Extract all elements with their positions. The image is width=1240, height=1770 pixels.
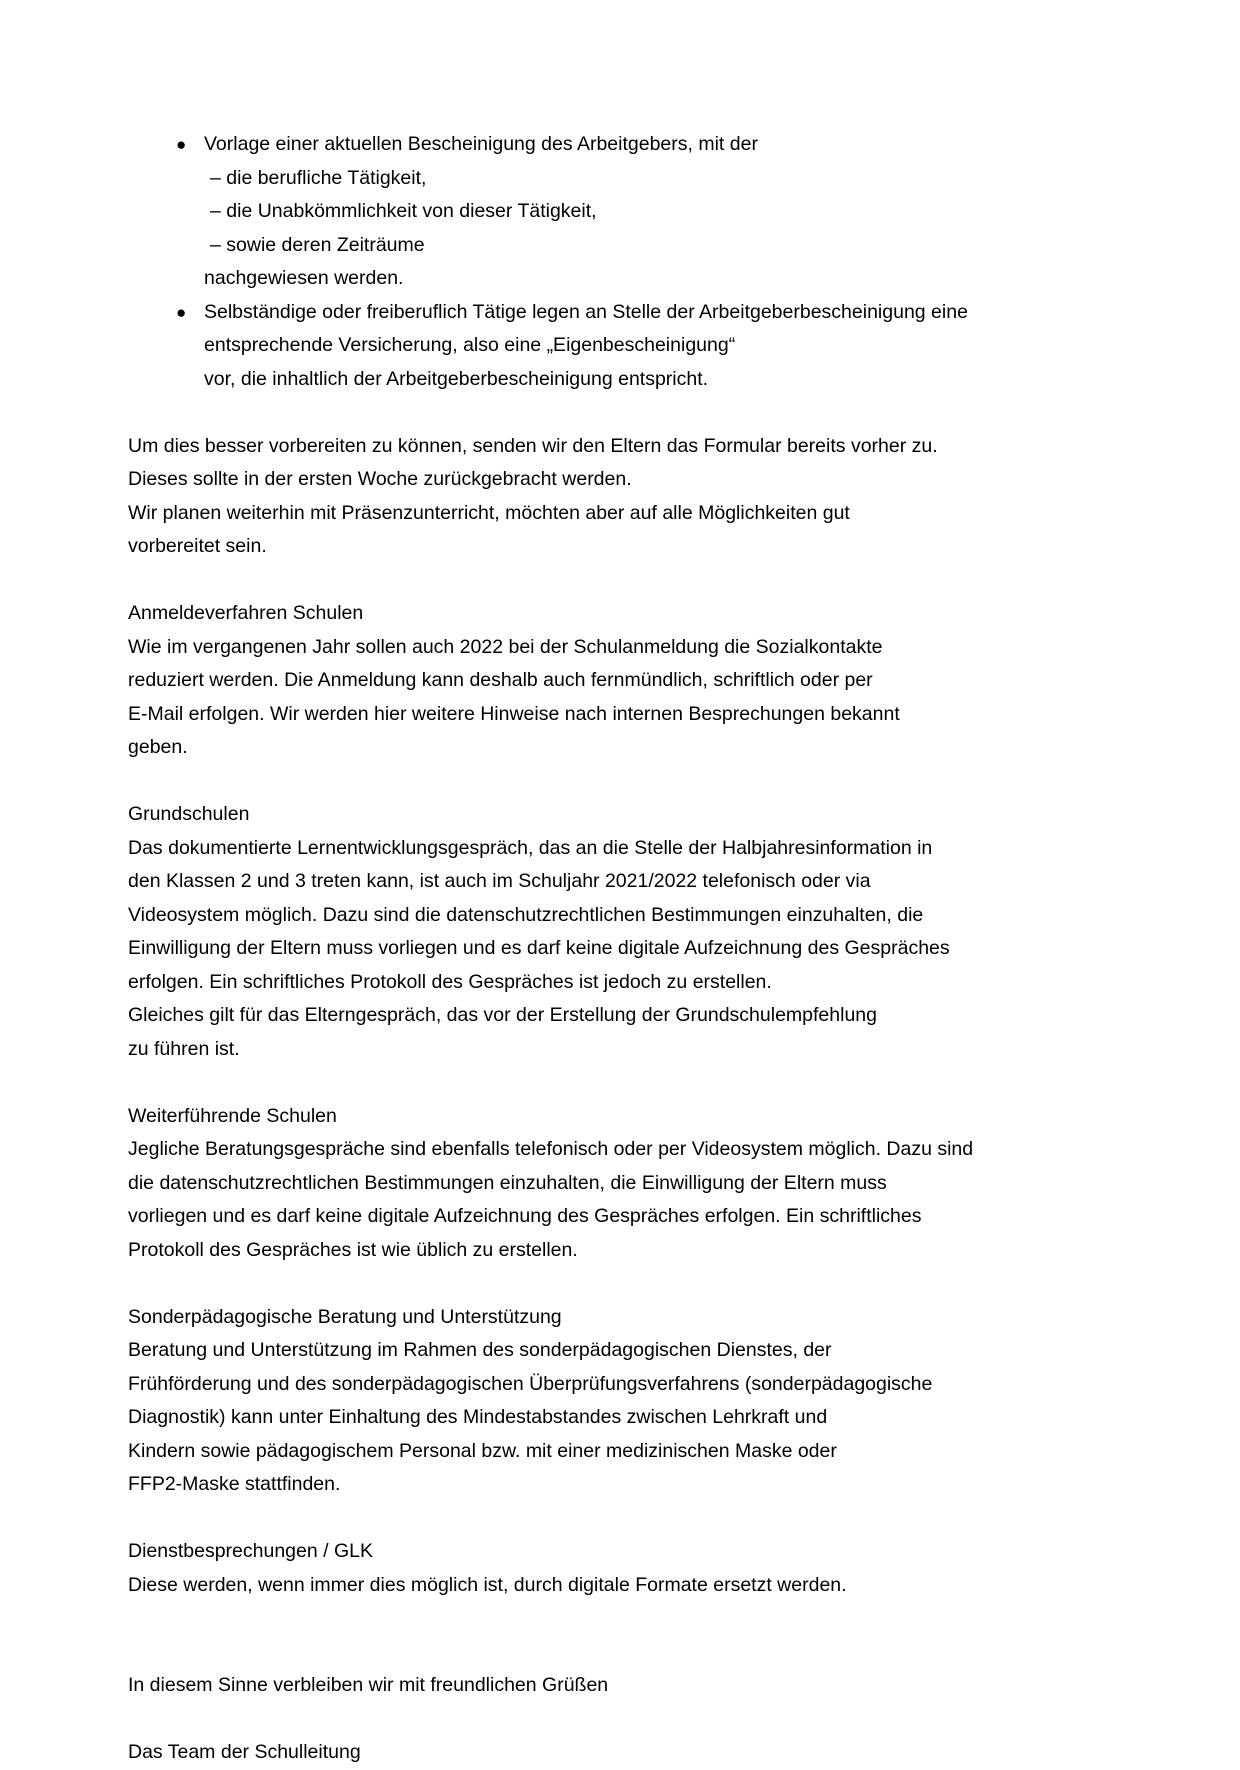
paragraph-line: Gleiches gilt für das Elterngespräch, das vor der Erstellung der Grundschulempfehlung bbox=[128, 1004, 877, 1026]
paragraph-line: vorbereitet sein. bbox=[128, 535, 267, 557]
sub-dash-item: – sowie deren Zeiträume bbox=[210, 233, 425, 256]
section-heading-sonderpaedagogische-beratung: Sonderpädagogische Beratung und Unterstützung bbox=[128, 1305, 562, 1328]
paragraph-line: Videosystem möglich. Dazu sind die datenschutzrechtlichen Bestimmungen einzuhalten, die bbox=[128, 903, 924, 926]
requirements-bullet-list bbox=[128, 128, 1120, 396]
sub-dash-item: – die Unabkömmlichkeit von dieser Tätigkeit, bbox=[210, 200, 597, 222]
paragraph-line: Das dokumentierte Lernentwicklungsgespräch, das an die Stelle der Halbjahresinformation in bbox=[128, 836, 933, 859]
paragraph-spacer bbox=[128, 1502, 1120, 1536]
intro-paragraph bbox=[128, 430, 1120, 564]
bullet-text-line: nachgewiesen werden. bbox=[204, 267, 404, 289]
paragraph-spacer bbox=[128, 765, 1120, 799]
paragraph-spacer bbox=[128, 1267, 1120, 1301]
bullet-point-icon: ● bbox=[176, 302, 187, 322]
paragraph-spacer bbox=[128, 1066, 1120, 1100]
section-body-grundschulen bbox=[128, 832, 1120, 1067]
paragraph-line: zu führen ist. bbox=[128, 1037, 240, 1060]
bullet-text-line: entsprechende Versicherung, also eine „Eigenbescheinigung“ bbox=[204, 334, 736, 356]
section-body-sonderpaedagogische-beratung bbox=[128, 1334, 1120, 1502]
paragraph-line: Diagnostik) kann unter Einhaltung des Mindestabstandes zwischen Lehrkraft und bbox=[128, 1406, 828, 1428]
paragraph-line: Protokoll des Gespräches ist wie üblich zu erstellen. bbox=[128, 1238, 578, 1261]
bullet-text-line: vor, die inhaltlich der Arbeitgeberbescheinigung entspricht. bbox=[204, 367, 709, 390]
bullet-point-icon: ● bbox=[176, 135, 187, 154]
paragraph-line: Diese werden, wenn immer dies möglich ist, durch digitale Formate ersetzt werden. bbox=[128, 1573, 847, 1596]
paragraph-line: geben. bbox=[128, 736, 188, 758]
section-heading-grundschulen: Grundschulen bbox=[128, 803, 250, 825]
section-body-anmeldeverfahren bbox=[128, 631, 1120, 765]
section-body-dienstbesprechungen-glk bbox=[128, 1569, 1120, 1603]
paragraph-line: Kindern sowie pädagogischem Personal bzw. mit einer medizinischen Maske oder bbox=[128, 1439, 837, 1462]
paragraph-line: vorliegen und es darf keine digitale Aufzeichnung des Gespräches erfolgen. Ein schriftliches bbox=[128, 1205, 922, 1227]
paragraph-line: Wie im vergangenen Jahr sollen auch 2022 bei der Schulanmeldung die Sozialkontakte bbox=[128, 635, 883, 658]
section-body-weiterfuehrende-schulen bbox=[128, 1133, 1120, 1267]
list-item bbox=[128, 128, 1120, 296]
document-body bbox=[128, 128, 1120, 1770]
paragraph-line: Beratung und Unterstützung im Rahmen des sonderpädagogischen Dienstes, der bbox=[128, 1339, 832, 1361]
paragraph-spacer bbox=[128, 1703, 1120, 1737]
paragraph-line: FFP2-Maske stattfinden. bbox=[128, 1473, 341, 1495]
paragraph-spacer bbox=[128, 396, 1120, 430]
paragraph-line: erfolgen. Ein schriftliches Protokoll des Gespräches ist jedoch zu erstellen. bbox=[128, 970, 772, 993]
paragraph-line: Frühförderung und des sonderpädagogischen Überprüfungsverfahrens (sonderpädagogische bbox=[128, 1372, 933, 1395]
section-heading-anmeldeverfahren: Anmeldeverfahren Schulen bbox=[128, 602, 364, 624]
paragraph-line: Dieses sollte in der ersten Woche zurückgebracht werden. bbox=[128, 468, 632, 490]
bullet-text-line: Selbständige oder freiberuflich Tätige legen an Stelle der Arbeitgeberbescheinigung eine bbox=[204, 300, 968, 323]
paragraph-line: In diesem Sinne verbleiben wir mit freundlichen Grüßen bbox=[128, 1674, 609, 1696]
paragraph-line: Einwilligung der Eltern muss vorliegen und es darf keine digitale Aufzeichnung des Gespräches bbox=[128, 937, 950, 959]
section-heading-weiterfuehrende-schulen: Weiterführende Schulen bbox=[128, 1104, 337, 1127]
sub-dash-item: – die berufliche Tätigkeit, bbox=[210, 166, 427, 189]
paragraph-line: Das Team der Schulleitung bbox=[128, 1741, 361, 1763]
paragraph-spacer bbox=[128, 564, 1120, 598]
section-heading-dienstbesprechungen-glk: Dienstbesprechungen / GLK bbox=[128, 1540, 373, 1562]
list-item bbox=[128, 296, 1120, 397]
paragraph-line: Um dies besser vorbereiten zu können, senden wir den Eltern das Formular bereits vorher zu. bbox=[128, 434, 938, 457]
bullet-text-line: Vorlage einer aktuellen Bescheinigung des Arbeitgebers, mit der bbox=[204, 133, 758, 155]
paragraph-line: den Klassen 2 und 3 treten kann, ist auch im Schuljahr 2021/2022 telefonisch oder via bbox=[128, 870, 871, 892]
closing-spacer bbox=[128, 1602, 1120, 1669]
paragraph-line: reduziert werden. Die Anmeldung kann deshalb auch fernmündlich, schriftlich oder per bbox=[128, 669, 873, 691]
paragraph-line: Wir planen weiterhin mit Präsenzunterricht, möchten aber auf alle Möglichkeiten gut bbox=[128, 501, 850, 524]
paragraph-line: die datenschutzrechtlichen Bestimmungen einzuhalten, die Einwilligung der Eltern muss bbox=[128, 1171, 887, 1194]
closing-signature bbox=[128, 1736, 1120, 1770]
closing-greeting bbox=[128, 1669, 1120, 1703]
paragraph-line: Jegliche Beratungsgespräche sind ebenfalls telefonisch oder per Videosystem möglich. Dazu sind bbox=[128, 1138, 974, 1160]
paragraph-line: E-Mail erfolgen. Wir werden hier weitere Hinweise nach internen Besprechungen bekannt bbox=[128, 702, 900, 725]
